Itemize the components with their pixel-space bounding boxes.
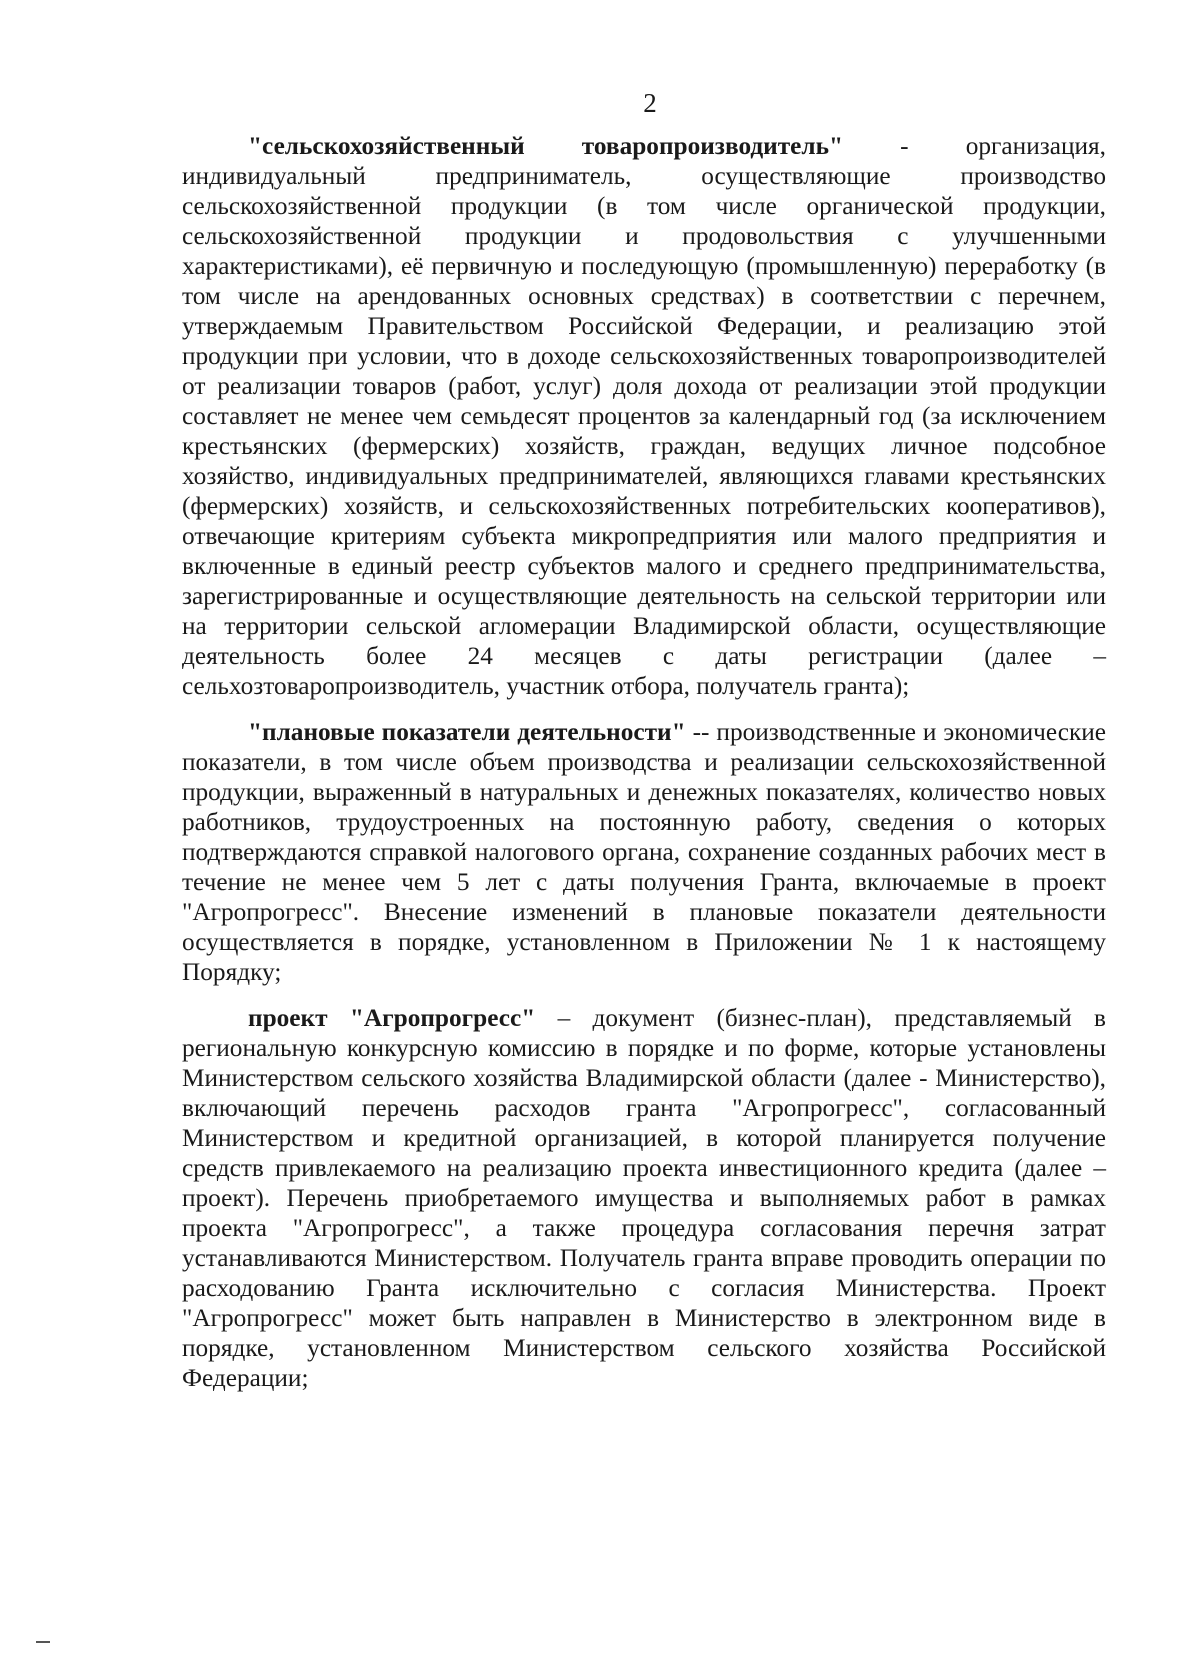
defined-term: "плановые показатели деятельности" [248, 718, 686, 746]
definition-paragraph-agroprogress-project [182, 1003, 1106, 1393]
document-body [182, 131, 1106, 1393]
definition-paragraph-planned-indicators [182, 717, 1106, 987]
page-number: 2 [643, 88, 657, 118]
definition-paragraph-agricultural-producer [182, 131, 1106, 701]
defined-term: проект "Агропрогресс" [248, 1004, 536, 1032]
definition-text: -- производственные и экономические показатели, в том числе объем производства и реализации сельскохозяйственной продукции, выраженный в натуральных и денежных показателях, количество новых работников, трудоустроенных на постоянную работу, сведения о которых подтверждаются справкой налогового органа, сохранение созданных рабочих мест в течение не менее чем 5 лет с даты получения Гранта, включаемые в проект "Агропрогресс". Внесение изменений в плановые показатели деятельности осуществляется в порядке, установленном в Приложении № 1 к настоящему Порядку; [182, 718, 1107, 986]
defined-term: "сельскохозяйственный товаропроизводитель" [248, 132, 844, 160]
scan-artifact-mark [36, 1641, 50, 1643]
definition-text: – документ (бизнес-план), представляемый в региональную конкурсную комиссию в порядке и по форме, которые установлены Министерством сельского хозяйства Владимирской области (далее - Министерство), включающий перечень расходов гранта "Агропрогресс", согласованный Министерством и кредитной организацией, в которой планируется получение средств привлекаемого на реализацию проекта инвестиционного кредита (далее – проект). Перечень приобретаемого имущества и выполняемых работ в рамках проекта "Агропрогресс", а также процедура согласования перечня затрат устанавливаются Министерством. Получатель гранта вправе проводить операции по расходованию Гранта исключительно с согласия Министерства. Проект "Агропрогресс" может быть направлен в Министерство в электронном виде в порядке, установленном Министерством сельского хозяйства Российской Федерации; [182, 1004, 1106, 1392]
definition-text: - организация, индивидуальный предприниматель, осуществляющие производство сельскохозяйственной продукции (в том числе органической продукции, сельскохозяйственной продукции и продовольствия с улучшенными характеристиками), её первичную и последующую (промышленную) переработку (в том числе на арендованных основных средствах) в соответствии с перечнем, утверждаемым Правительством Российской Федерации, и реализацию этой продукции при условии, что в доходе сельскохозяйственных товаропроизводителей от реализации товаров (работ, услуг) доля дохода от реализации этой продукции составляет не менее чем семьдесят процентов за календарный год (за исключением крестьянских (фермерских) хозяйств, граждан, ведущих личное подсобное хозяйство, индивидуальных предпринимателей, являющихся главами крестьянских (фермерских) хозяйств, и сельскохозяйственных потребительских кооперативов), отвечающие критериям субъекта микропредприятия или малого предприятия и включенные в единый реестр субъектов малого и среднего предпринимательства, зарегистрированные и осуществляющие деятельность на сельской территории или на территории сельской агломерации Владимирской области, осуществляющие деятельность более 24 месяцев с даты регистрации (далее – сельхозтоваропроизводитель, участник отбора, получатель гранта); [182, 132, 1106, 700]
